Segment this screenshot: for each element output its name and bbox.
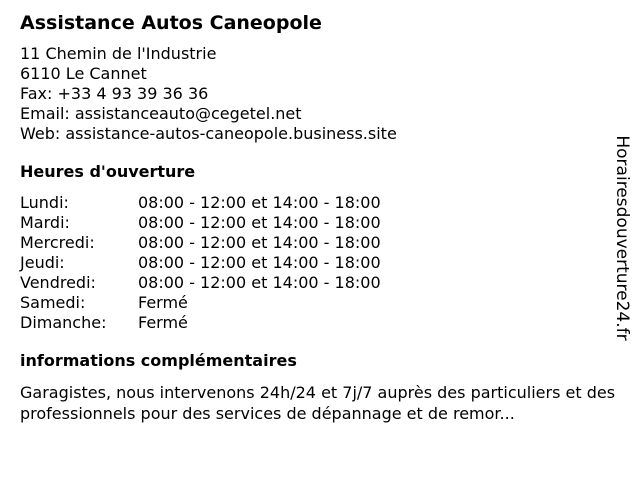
hours-row-sunday (20, 313, 610, 333)
hours-row-wednesday (20, 233, 610, 253)
hours-time: Fermé (138, 293, 188, 312)
hours-day: Lundi: (20, 193, 69, 212)
hours-time: 08:00 - 12:00 et 14:00 - 18:00 (138, 273, 381, 292)
site-watermark: Horairesdouverture24.fr (612, 135, 632, 341)
hours-time: 08:00 - 12:00 et 14:00 - 18:00 (138, 233, 381, 252)
fax-number: Fax: +33 4 93 39 36 36 (20, 84, 209, 103)
hours-day: Vendredi: (20, 273, 96, 292)
additional-info-text: Garagistes, nous intervenons 24h/24 et 7j/7 auprès des particuliers et des professionnels pour des services de dépannage et de remor... (20, 383, 616, 423)
hours-row-saturday (20, 293, 610, 313)
business-name: Assistance Autos Caneopole (20, 12, 322, 34)
hours-day: Dimanche: (20, 313, 107, 332)
hours-row-tuesday (20, 213, 610, 233)
hours-time: Fermé (138, 313, 188, 332)
website-address: Web: assistance-autos-caneopole.business.site (20, 124, 397, 143)
hours-time: 08:00 - 12:00 et 14:00 - 18:00 (138, 253, 381, 272)
hours-row-monday (20, 193, 610, 213)
address-city: 6110 Le Cannet (20, 64, 147, 83)
opening-hours-table (20, 193, 610, 333)
additional-info-heading: informations complémentaires (20, 351, 297, 370)
hours-day: Samedi: (20, 293, 86, 312)
hours-time: 08:00 - 12:00 et 14:00 - 18:00 (138, 213, 381, 232)
hours-time: 08:00 - 12:00 et 14:00 - 18:00 (138, 193, 381, 212)
business-card (20, 10, 616, 424)
hours-day: Mercredi: (20, 233, 95, 252)
contact-block (20, 44, 610, 144)
address-street: 11 Chemin de l'Industrie (20, 44, 217, 63)
opening-hours-heading: Heures d'ouverture (20, 162, 196, 181)
hours-row-thursday (20, 253, 610, 273)
email-address: Email: assistanceauto@cegetel.net (20, 104, 302, 123)
hours-day: Jeudi: (20, 253, 65, 272)
hours-day: Mardi: (20, 213, 70, 232)
hours-row-friday (20, 273, 610, 293)
